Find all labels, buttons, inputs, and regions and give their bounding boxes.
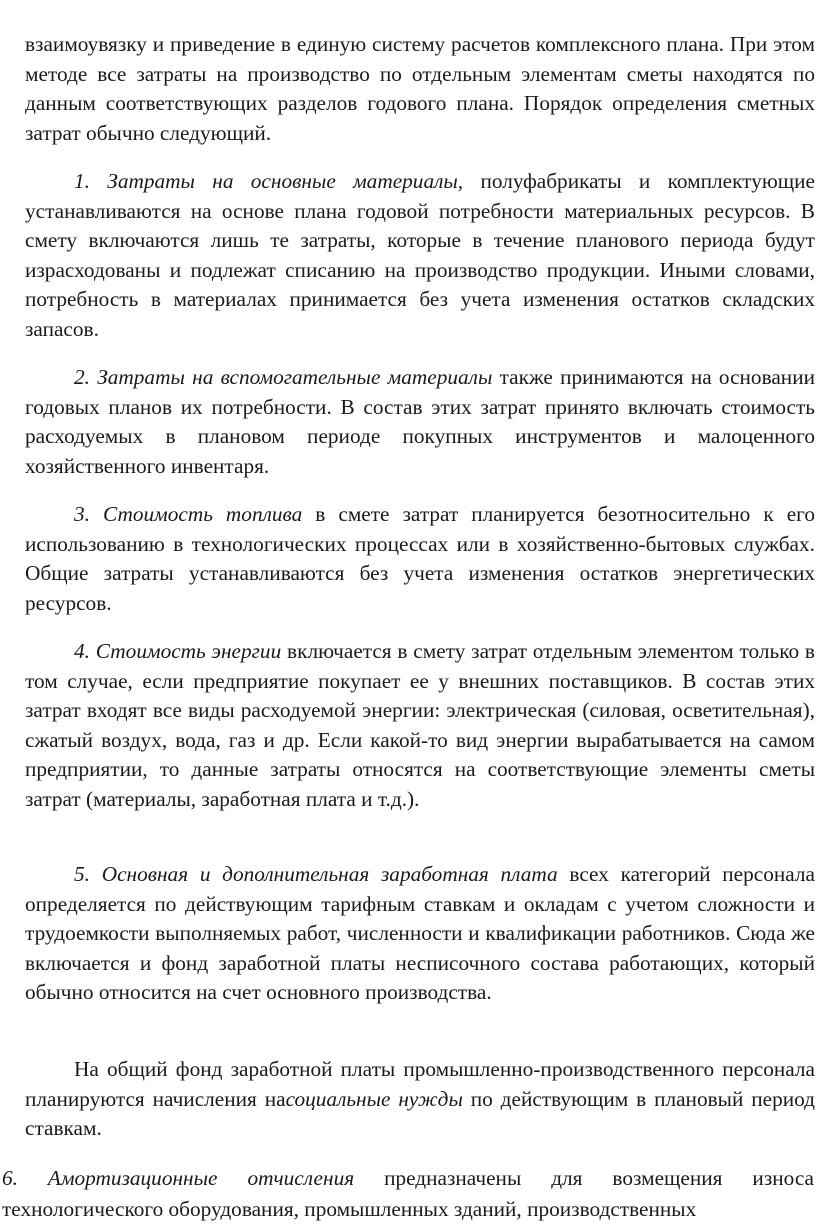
social-needs-term: социальные нужды [285, 1086, 463, 1111]
paragraph-wages [25, 860, 815, 1008]
paragraph-text: в смете затрат планируется безотносительно к его использованию в технологических процессах или в хозяйственно-бытовых службах. Общие затраты устанавливаются без учета изменения остатков энергетических ресурсов. [25, 502, 815, 615]
paragraph-text: также принимаются на основании годовых планов их потребности. В состав этих затрат принято включать стоимость расходуемых в плановом периоде покупных инструментов и малоценного хозяйственного инвентаря. [25, 365, 815, 478]
item-heading: 3. Стоимость топлива [74, 502, 303, 526]
paragraph-depreciation [2, 1163, 814, 1225]
paragraph-auxiliary-materials [25, 363, 815, 481]
paragraph-text-end: по действующим в плановый период ставкам. [25, 1086, 815, 1140]
paragraph-text: всех категорий персонала определяется по действующим тарифным ставкам и окладам с учетом сложности и трудоемкости выполняемых работ, численности и квалификации работников. Сюда же включается и фонд заработной платы несписочного состава работающих, который обычно относится на счет основного производства. [25, 862, 815, 1004]
paragraph-text: предназначены для возмещения износа технологического оборудования, промышленных зданий, производственных [2, 1166, 814, 1221]
item-heading: 2. Затраты на вспомогательные материалы [74, 365, 493, 389]
paragraph-text: На общий фонд заработной платы промышленно-производственного персонала планируются начисления на [25, 1057, 815, 1111]
item-heading: 4. Стоимость энергии [74, 639, 282, 663]
paragraph-text: полуфабрикаты и комплектующие устанавливаются на основе плана годовой потребности материальных ресурсов. В смету включаются лишь те затраты, которые в течение планового периода будут израсходованы и подлежат списанию на производство продукции. Иными словами, потребность в материалах принимается без учета изменения остатков складских запасов. [25, 169, 815, 341]
paragraph-energy-cost [25, 637, 815, 814]
paragraph-text: включается в смету затрат отдельным элементом только в том случае, если предприятие покупает ее у внешних поставщиков. В состав этих затрат входят все виды расходуемой энергии: электрическая (силовая, осветительная), сжатый воздух, вода, газ и др. Если какой-то вид энергии вырабатывается на самом предприятии, то данные затраты относятся на соответствующие элементы сметы затрат (материалы, заработная плата и т.д.). [25, 639, 815, 811]
paragraph-fuel-cost [25, 500, 815, 618]
paragraph-main-materials [25, 167, 815, 344]
item-heading: 5. Основная и дополнительная заработная плата [74, 862, 558, 886]
item-heading: 1. Затраты на основные материалы, [74, 169, 464, 193]
paragraph-intro [25, 30, 815, 148]
paragraph-text: взаимоувязку и приведение в единую систему расчетов комплексного плана. При этом методе все затраты на производство по отдельным элементам сметы находятся по данным соответствующих разделов годового плана. Порядок определения сметных затрат обычно следующий. [25, 32, 815, 145]
paragraph-social-needs [25, 1055, 815, 1144]
item-heading: 6. Амортизационные отчисления [2, 1166, 355, 1190]
